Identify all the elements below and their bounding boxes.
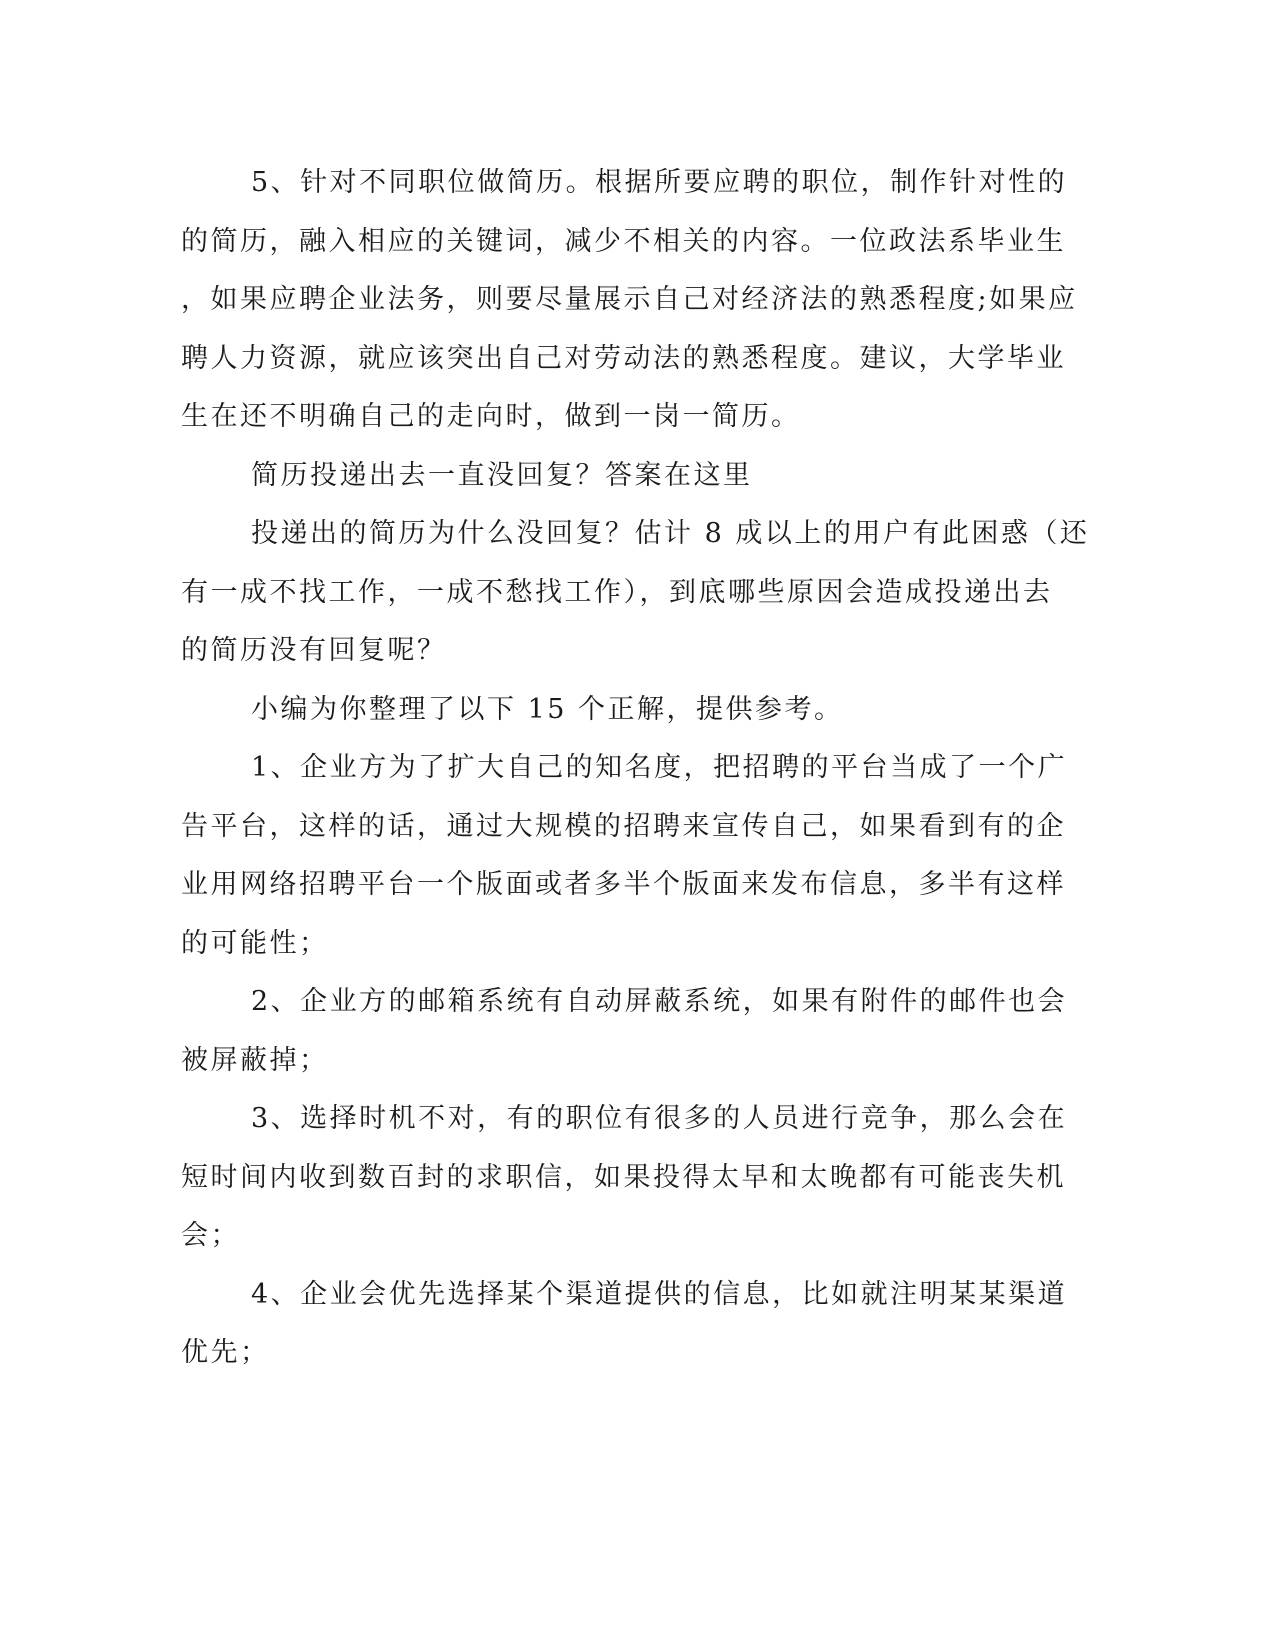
text-line: 优先； bbox=[181, 1337, 270, 1368]
document-body bbox=[181, 154, 1090, 1383]
section-heading: 简历投递出去一直没回复？答案在这里 bbox=[251, 459, 753, 491]
text-line: 会； bbox=[181, 1220, 240, 1251]
text-line: 的简历，融入相应的关键词，减少不相关的内容。一位政法系毕业生 bbox=[181, 225, 1066, 257]
text-line: 小编为你整理了以下 15 个正解，提供参考。 bbox=[251, 693, 844, 725]
text-line: 2、企业方的邮箱系统有自动屏蔽系统，如果有附件的邮件也会 bbox=[251, 986, 1068, 1017]
text-line: 业用网络招聘平台一个版面或者多半个版面来发布信息，多半有这样 bbox=[181, 869, 1066, 900]
text-line: 告平台，这样的话，通过大规模的招聘来宣传自己，如果看到有的企 bbox=[181, 810, 1066, 842]
text-line: 的可能性； bbox=[181, 927, 329, 959]
text-line: ，如果应聘企业法务，则要尽量展示自己对经济法的熟悉程度;如果应 bbox=[181, 284, 1078, 315]
text-line: 的简历没有回复呢？ bbox=[181, 635, 447, 666]
text-line: 3、选择时机不对，有的职位有很多的人员进行竞争，那么会在 bbox=[251, 1103, 1068, 1134]
text-line: 1、企业方为了扩大自己的知名度，把招聘的平台当成了一个广 bbox=[251, 752, 1068, 783]
text-line: 5、针对不同职位做简历。根据所要应聘的职位，制作针对性的 bbox=[251, 167, 1068, 198]
text-line: 4、企业会优先选择某个渠道提供的信息，比如就注明某某渠道 bbox=[251, 1278, 1068, 1310]
text-line: 被屏蔽掉； bbox=[181, 1044, 329, 1076]
text-line: 有一成不找工作，一成不愁找工作），到底哪些原因会造成投递出去 bbox=[181, 576, 1053, 608]
text-line: 聘人力资源，就应该突出自己对劳动法的熟悉程度。建议，大学毕业 bbox=[181, 342, 1066, 374]
text-line: 短时间内收到数百封的求职信，如果投得太早和太晚都有可能丧失机 bbox=[181, 1161, 1066, 1193]
text-line: 生在还不明确自己的走向时，做到一岗一简历。 bbox=[181, 401, 801, 432]
text-line: 投递出的简历为什么没回复？估计 8 成以上的用户有此困惑（还 bbox=[251, 518, 1090, 549]
